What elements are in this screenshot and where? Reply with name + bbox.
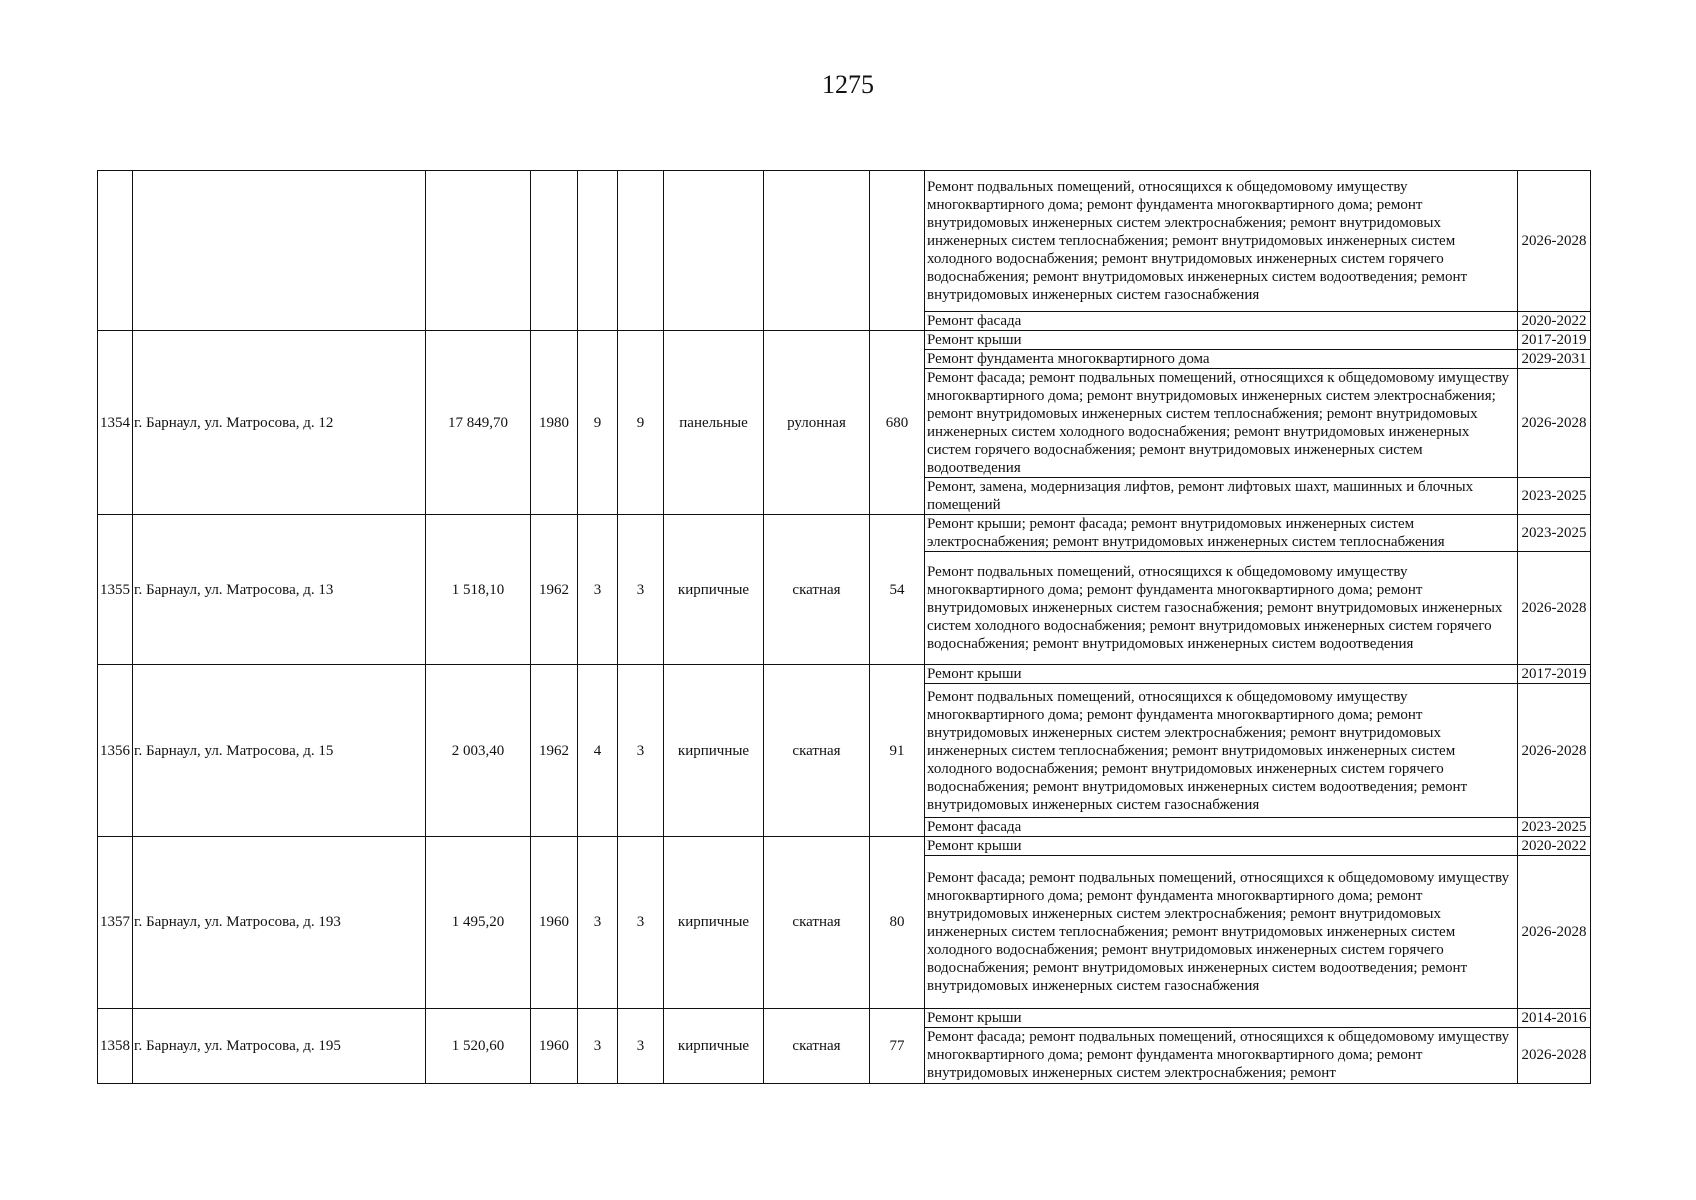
cell-floors-min: 3: [618, 665, 664, 836]
work-description: Ремонт подвальных помещений, относящихся к общедомовому имуществу многоквартирного дома; ремонт фундамента многоквартирного дома; ремонт внутридомовых инженерных систем электроснабжения; ремонт внутридомовых инженерных систем теплоснабжения; ремонт внутридомовых инженерных систем холодного водоснабжения; ремонт внутридомовых инженерных систем горячего водоснабжения; ремонт внутридомовых инженерных систем водоотведения; ремонт внутридомовых инженерных систем газоснабжения: [925, 171, 1518, 312]
cell-area: 1 518,10: [426, 515, 531, 665]
cell-address: г. Барнаул, ул. Матросова, д. 195: [133, 1008, 426, 1083]
cell-wall: кирпичные: [664, 836, 764, 1008]
cell-address: [133, 171, 426, 331]
cell-wall: кирпичные: [664, 665, 764, 836]
work-period: 2026-2028: [1518, 684, 1591, 817]
cell-floors-min: 9: [618, 331, 664, 515]
cell-floors-max: 3: [578, 515, 618, 665]
cell-floors-min: [618, 171, 664, 331]
table-row: [98, 171, 1591, 312]
work-period: 2014-2016: [1518, 1008, 1591, 1027]
cell-floors-min: 3: [618, 515, 664, 665]
work-period: 2017-2019: [1518, 331, 1591, 350]
cell-no: 1354: [98, 331, 133, 515]
table-row: [98, 1008, 1591, 1027]
work-description: Ремонт крыши: [925, 665, 1518, 684]
work-description: Ремонт, замена, модернизация лифтов, ремонт лифтовых шахт, машинных и блочных помещений: [925, 478, 1518, 515]
page-number: 1275: [822, 70, 874, 99]
cell-year: [531, 171, 578, 331]
cell-year: 1980: [531, 331, 578, 515]
table-row: [98, 331, 1591, 350]
work-description: Ремонт фасада: [925, 312, 1518, 331]
work-period: 2026-2028: [1518, 369, 1591, 478]
cell-floors-max: 9: [578, 331, 618, 515]
cell-year: 1962: [531, 665, 578, 836]
work-description: Ремонт фундамента многоквартирного дома: [925, 350, 1518, 369]
cell-residents: 54: [870, 515, 925, 665]
work-description: Ремонт крыши; ремонт фасада; ремонт внутридомовых инженерных систем электроснабжения; ремонт внутридомовых инженерных систем теплоснабжения: [925, 515, 1518, 552]
cell-floors-max: 3: [578, 836, 618, 1008]
cell-wall: кирпичные: [664, 1008, 764, 1083]
cell-address: г. Барнаул, ул. Матросова, д. 13: [133, 515, 426, 665]
cell-roof: [764, 171, 870, 331]
cell-year: 1962: [531, 515, 578, 665]
cell-roof: рулонная: [764, 331, 870, 515]
cell-wall: кирпичные: [664, 515, 764, 665]
cell-year: 1960: [531, 836, 578, 1008]
cell-floors-max: 3: [578, 1008, 618, 1083]
cell-area: 1 520,60: [426, 1008, 531, 1083]
work-period: 2026-2028: [1518, 1027, 1591, 1083]
table-row: [98, 836, 1591, 855]
cell-residents: 80: [870, 836, 925, 1008]
cell-residents: [870, 171, 925, 331]
cell-floors-min: 3: [618, 836, 664, 1008]
cell-year: 1960: [531, 1008, 578, 1083]
work-description: Ремонт фасада; ремонт подвальных помещений, относящихся к общедомовому имуществу многоквартирного дома; ремонт фундамента многоквартирного дома; ремонт внутридомовых инженерных систем электроснабжения; ремонт внутридомовых инженерных систем теплоснабжения; ремонт внутридомовых инженерных систем холодного водоснабжения; ремонт внутридомовых инженерных систем горячего водоснабжения; ремонт внутридомовых инженерных систем водоотведения; ремонт внутридомовых инженерных систем газоснабжения: [925, 855, 1518, 1008]
cell-no: 1355: [98, 515, 133, 665]
work-period: 2023-2025: [1518, 478, 1591, 515]
work-description: Ремонт крыши: [925, 331, 1518, 350]
cell-area: [426, 171, 531, 331]
cell-area: 1 495,20: [426, 836, 531, 1008]
cell-roof: скатная: [764, 1008, 870, 1083]
cell-wall: панельные: [664, 331, 764, 515]
cell-floors-max: 4: [578, 665, 618, 836]
capital-repair-table: [97, 170, 1591, 1084]
cell-floors-max: [578, 171, 618, 331]
cell-roof: скатная: [764, 836, 870, 1008]
cell-residents: 680: [870, 331, 925, 515]
cell-floors-min: 3: [618, 1008, 664, 1083]
work-period: 2020-2022: [1518, 836, 1591, 855]
work-period: 2020-2022: [1518, 312, 1591, 331]
cell-address: г. Барнаул, ул. Матросова, д. 12: [133, 331, 426, 515]
work-period: 2026-2028: [1518, 552, 1591, 665]
work-period: 2026-2028: [1518, 855, 1591, 1008]
cell-area: 17 849,70: [426, 331, 531, 515]
cell-address: г. Барнаул, ул. Матросова, д. 193: [133, 836, 426, 1008]
cell-address: г. Барнаул, ул. Матросова, д. 15: [133, 665, 426, 836]
work-description: Ремонт крыши: [925, 1008, 1518, 1027]
cell-area: 2 003,40: [426, 665, 531, 836]
work-period: 2023-2025: [1518, 817, 1591, 836]
cell-no: 1358: [98, 1008, 133, 1083]
work-description: Ремонт фасада; ремонт подвальных помещений, относящихся к общедомовому имуществу многоквартирного дома; ремонт внутридомовых инженерных систем электроснабжения; ремонт внутридомовых инженерных систем теплоснабжения; ремонт внутридомовых инженерных систем холодного водоснабжения; ремонт внутридомовых инженерных систем горячего водоснабжения; ремонт внутридомовых инженерных систем водоотведения: [925, 369, 1518, 478]
work-period: 2023-2025: [1518, 515, 1591, 552]
cell-no: [98, 171, 133, 331]
cell-roof: скатная: [764, 515, 870, 665]
cell-wall: [664, 171, 764, 331]
work-period: 2026-2028: [1518, 171, 1591, 312]
cell-residents: 91: [870, 665, 925, 836]
work-period: 2029-2031: [1518, 350, 1591, 369]
work-description: Ремонт фасада: [925, 817, 1518, 836]
cell-roof: скатная: [764, 665, 870, 836]
work-description: Ремонт фасада; ремонт подвальных помещений, относящихся к общедомовому имуществу многоквартирного дома; ремонт фундамента многоквартирного дома; ремонт внутридомовых инженерных систем электроснабжения; ремонт: [925, 1027, 1518, 1083]
table-row: [98, 515, 1591, 552]
work-period: 2017-2019: [1518, 665, 1591, 684]
work-description: Ремонт подвальных помещений, относящихся к общедомовому имуществу многоквартирного дома; ремонт фундамента многоквартирного дома; ремонт внутридомовых инженерных систем газоснабжения; ремонт внутридомовых инженерных систем холодного водоснабжения; ремонт внутридомовых инженерных систем горячего водоснабжения; ремонт внутридомовых инженерных систем водоотведения: [925, 552, 1518, 665]
work-description: Ремонт подвальных помещений, относящихся к общедомовому имуществу многоквартирного дома; ремонт фундамента многоквартирного дома; ремонт внутридомовых инженерных систем электроснабжения; ремонт внутридомовых инженерных систем теплоснабжения; ремонт внутридомовых инженерных систем холодного водоснабжения; ремонт внутридомовых инженерных систем горячего водоснабжения; ремонт внутридомовых инженерных систем водоотведения; ремонт внутридомовых инженерных систем газоснабжения: [925, 684, 1518, 817]
work-description: Ремонт крыши: [925, 836, 1518, 855]
cell-no: 1356: [98, 665, 133, 836]
cell-residents: 77: [870, 1008, 925, 1083]
table-row: [98, 665, 1591, 684]
cell-no: 1357: [98, 836, 133, 1008]
